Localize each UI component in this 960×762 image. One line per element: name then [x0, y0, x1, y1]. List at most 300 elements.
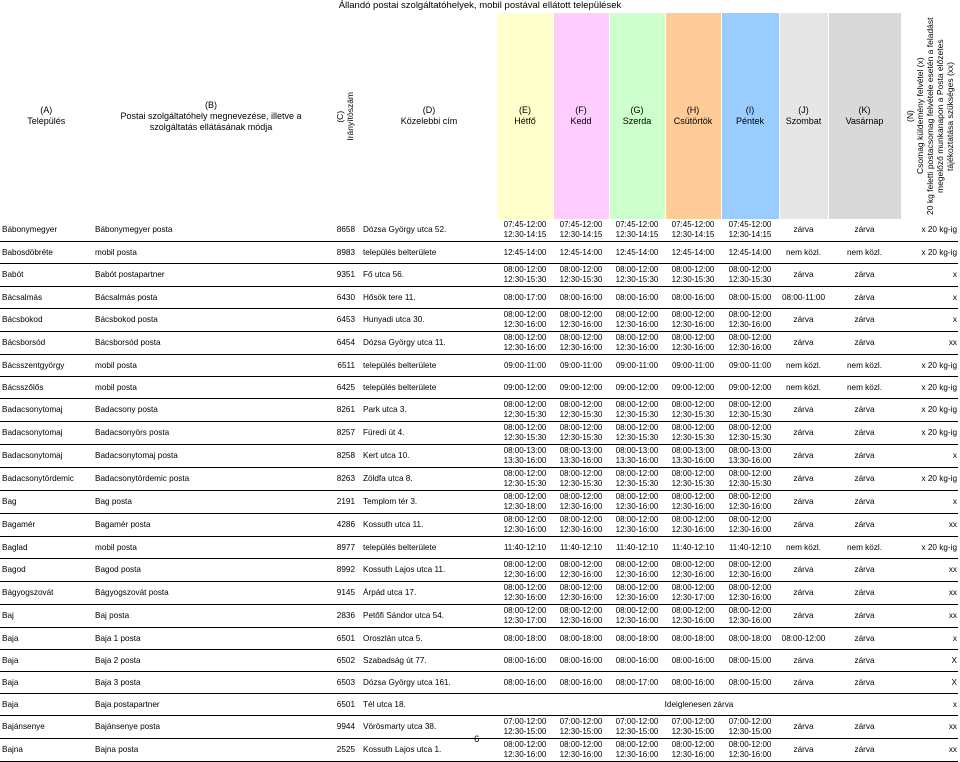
- cell-friday: [721, 377, 779, 399]
- time-range: 12:30-16:00: [728, 570, 772, 579]
- cell-wednesday: [609, 514, 665, 537]
- time-range: 09:00-12:00: [728, 382, 772, 392]
- cell-office-name: Bábonymegyer posta: [93, 219, 329, 242]
- cell-office-name: mobil posta: [93, 242, 329, 264]
- cell-friday: [721, 242, 779, 264]
- cell-monday: [497, 422, 553, 445]
- time-range: 08:00-18:00: [503, 633, 547, 643]
- cell-wednesday: [609, 422, 665, 445]
- time-range: 12:30-16:00: [671, 525, 715, 534]
- cell-tuesday: [553, 537, 609, 559]
- cell-sunday: zárva: [828, 468, 901, 491]
- time-range: 08:00-12:00: [615, 265, 659, 274]
- cell-wednesday: [609, 355, 665, 377]
- cell-thursday: [665, 559, 721, 582]
- cell-office-name: Bag posta: [93, 491, 329, 514]
- time-range: 12:30-16:00: [615, 502, 659, 511]
- cell-office-name: mobil posta: [93, 377, 329, 399]
- cell-friday: [721, 422, 779, 445]
- time-range: 08:00-12:00: [503, 333, 547, 342]
- time-range: 12:30-16:00: [503, 570, 547, 579]
- time-range: 09:00-11:00: [559, 360, 603, 370]
- time-range: 12:30-15:30: [559, 479, 603, 488]
- cell-friday: [721, 582, 779, 605]
- cell-thursday: [665, 582, 721, 605]
- cell-wednesday: [609, 716, 665, 739]
- cell-thursday: [665, 242, 721, 264]
- cell-settlement: Baja: [0, 672, 93, 694]
- time-range: 08:00-12:00: [728, 400, 772, 409]
- cell-sunday: nem közl.: [828, 377, 901, 399]
- cell-settlement: Bácsalmás: [0, 287, 93, 309]
- time-range: 08:00-12:00: [728, 469, 772, 478]
- time-range: 08:00-12:00: [503, 400, 547, 409]
- cell-monday: [497, 377, 553, 399]
- cell-office-name: Bácsbokod posta: [93, 309, 329, 332]
- cell-office-name: Bácsalmás posta: [93, 287, 329, 309]
- time-range: 08:00-12:00: [559, 492, 603, 501]
- time-range: 08:00-16:00: [503, 677, 547, 687]
- time-range: 08:00-12:00: [503, 310, 547, 319]
- cell-saturday: zárva: [779, 514, 828, 537]
- table-row: [0, 219, 958, 242]
- time-range: 12:30-15:30: [559, 433, 603, 442]
- cell-settlement: Badacsonytördemic: [0, 468, 93, 491]
- cell-postcode: 8258: [329, 445, 361, 468]
- time-range: 08:00-13:00: [559, 446, 603, 455]
- cell-postcode: 8261: [329, 399, 361, 422]
- time-range: 08:00-12:00: [559, 310, 603, 319]
- cell-friday: [721, 514, 779, 537]
- cell-postcode: 6430: [329, 287, 361, 309]
- cell-friday: [721, 332, 779, 355]
- cell-tuesday: [553, 739, 609, 762]
- cell-thursday: [665, 491, 721, 514]
- cell-friday: [721, 559, 779, 582]
- header-k: (K) Vasárnap: [828, 13, 901, 219]
- cell-monday: [497, 716, 553, 739]
- time-range: 08:00-12:00: [559, 560, 603, 569]
- cell-wednesday: [609, 445, 665, 468]
- cell-thursday: [665, 468, 721, 491]
- cell-saturday: zárva: [779, 739, 828, 762]
- cell-friday: [721, 739, 779, 762]
- header-j: (J) Szombat: [779, 13, 828, 219]
- time-range: 12:30-15:30: [559, 410, 603, 419]
- cell-address: Petőfi Sándor utca 54.: [361, 605, 497, 628]
- header-g: (G) Szerda: [609, 13, 665, 219]
- time-range: 08:00-12:00: [559, 400, 603, 409]
- time-range: 07:00-12:00: [671, 717, 715, 726]
- time-range: 12:30-15:00: [615, 727, 659, 736]
- time-range: 08:00-16:00: [671, 677, 715, 687]
- cell-parcel: x: [901, 287, 958, 309]
- time-range: 12:30-15:30: [615, 410, 659, 419]
- header-n: (N) Csomag küldemény felvétel (x) 20 kg feletti postacsomag felvétele esetén a feladást megelőző munkanapon a Posta előzetes tájékoztatása szükséges (xx): [901, 13, 958, 219]
- cell-address: Árpád utca 17.: [361, 582, 497, 605]
- time-range: 08:00-13:00: [503, 446, 547, 455]
- cell-tuesday: [553, 287, 609, 309]
- time-range: 12:30-15:00: [728, 727, 772, 736]
- cell-sunday: zárva: [828, 739, 901, 762]
- cell-sunday: nem közl.: [828, 355, 901, 377]
- time-range: 08:00-18:00: [671, 633, 715, 643]
- table-row: [0, 445, 958, 468]
- time-range: 08:00-18:00: [559, 633, 603, 643]
- cell-parcel: x: [901, 694, 958, 716]
- cell-wednesday: [609, 309, 665, 332]
- cell-saturday: zárva: [779, 559, 828, 582]
- time-range: 09:00-12:00: [503, 382, 547, 392]
- cell-monday: [497, 650, 553, 672]
- cell-monday: [497, 582, 553, 605]
- time-range: 12:30-16:00: [671, 570, 715, 579]
- cell-settlement: Bácsborsód: [0, 332, 93, 355]
- time-range: 12:30-15:30: [615, 275, 659, 284]
- time-range: 08:00-12:00: [503, 423, 547, 432]
- cell-settlement: Bag: [0, 491, 93, 514]
- cell-monday: [497, 445, 553, 468]
- cell-office-name: Babót postapartner: [93, 264, 329, 287]
- cell-wednesday: [609, 628, 665, 650]
- cell-friday: [721, 445, 779, 468]
- cell-parcel: x: [901, 309, 958, 332]
- cell-monday: [497, 559, 553, 582]
- cell-friday: [721, 672, 779, 694]
- cell-tuesday: [553, 491, 609, 514]
- time-range: 08:00-15:00: [728, 655, 772, 665]
- cell-saturday: zárva: [779, 422, 828, 445]
- cell-parcel: x 20 kg-ig: [901, 537, 958, 559]
- time-range: 08:00-12:00: [728, 333, 772, 342]
- time-range: 12:30-16:00: [615, 343, 659, 352]
- table-row: [0, 242, 958, 264]
- time-range: 12:30-16:00: [671, 320, 715, 329]
- cell-parcel: x: [901, 491, 958, 514]
- time-range: 08:00-12:00: [728, 310, 772, 319]
- table-row: [0, 264, 958, 287]
- cell-saturday: zárva: [779, 468, 828, 491]
- header-row: [0, 13, 958, 219]
- cell-parcel: x 20 kg-ig: [901, 468, 958, 491]
- cell-wednesday: [609, 650, 665, 672]
- cell-wednesday: [609, 399, 665, 422]
- time-range: 08:00-12:00: [615, 740, 659, 749]
- time-range: 08:00-12:00: [728, 606, 772, 615]
- cell-office-name: Baja postapartner: [93, 694, 329, 716]
- time-range: 08:00-12:00: [503, 515, 547, 524]
- time-range: 12:30-16:00: [615, 593, 659, 602]
- cell-tuesday: [553, 242, 609, 264]
- table-row: [0, 399, 958, 422]
- header-h: (H) Csütörtök: [665, 13, 721, 219]
- time-range: 08:00-12:00: [559, 469, 603, 478]
- time-range: 08:00-12:00: [615, 469, 659, 478]
- cell-friday: [721, 491, 779, 514]
- cell-tuesday: [553, 399, 609, 422]
- time-range: 11:40-12:10: [559, 542, 603, 552]
- table-row: [0, 514, 958, 537]
- table-body: [0, 219, 958, 762]
- cell-monday: [497, 628, 553, 650]
- cell-tuesday: [553, 559, 609, 582]
- cell-address: Dózsa György utca 161.: [361, 672, 497, 694]
- cell-parcel: x 20 kg-ig: [901, 422, 958, 445]
- cell-wednesday: [609, 605, 665, 628]
- cell-office-name: Baja 2 posta: [93, 650, 329, 672]
- cell-wednesday: [609, 672, 665, 694]
- cell-address: Oroszlán utca 5.: [361, 628, 497, 650]
- time-range: 12:30-16:00: [615, 320, 659, 329]
- cell-friday: [721, 628, 779, 650]
- cell-parcel: xx: [901, 514, 958, 537]
- cell-tuesday: [553, 422, 609, 445]
- cell-wednesday: [609, 264, 665, 287]
- time-range: 09:00-12:00: [559, 382, 603, 392]
- time-range: 12:30-14:15: [671, 230, 715, 239]
- cell-address: Park utca 3.: [361, 399, 497, 422]
- cell-sunday: nem közl.: [828, 242, 901, 264]
- header-a: (A) Település: [0, 13, 93, 219]
- time-range: 08:00-16:00: [671, 655, 715, 665]
- cell-tuesday: [553, 468, 609, 491]
- cell-tuesday: [553, 628, 609, 650]
- time-range: 08:00-12:00: [671, 583, 715, 592]
- header-d: (D) Közelebbi cím: [361, 13, 497, 219]
- cell-saturday: zárva: [779, 445, 828, 468]
- cell-friday: [721, 219, 779, 242]
- cell-address: település belterülete: [361, 242, 497, 264]
- cell-office-name: Bajna posta: [93, 739, 329, 762]
- cell-wednesday: [609, 242, 665, 264]
- cell-tuesday: [553, 514, 609, 537]
- time-range: 12:30-16:00: [615, 616, 659, 625]
- cell-saturday: zárva: [779, 219, 828, 242]
- cell-office-name: mobil posta: [93, 537, 329, 559]
- time-range: 11:40-12:10: [615, 542, 659, 552]
- cell-parcel: x 20 kg-ig: [901, 377, 958, 399]
- time-range: 08:00-12:00: [728, 492, 772, 501]
- time-range: 12:30-16:00: [615, 750, 659, 759]
- time-range: 12:30-14:15: [615, 230, 659, 239]
- cell-wednesday: [609, 559, 665, 582]
- cell-parcel: xx: [901, 332, 958, 355]
- cell-friday: [721, 355, 779, 377]
- cell-tuesday: [553, 219, 609, 242]
- cell-friday: [721, 287, 779, 309]
- cell-sunday: zárva: [828, 716, 901, 739]
- time-range: 09:00-11:00: [503, 360, 547, 370]
- cell-parcel: x 20 kg-ig: [901, 355, 958, 377]
- cell-monday: [497, 309, 553, 332]
- cell-settlement: Bagamér: [0, 514, 93, 537]
- cell-address: Templom tér 3.: [361, 491, 497, 514]
- time-range: 12:30-15:00: [671, 727, 715, 736]
- cell-monday: [497, 537, 553, 559]
- cell-saturday: 08:00-12:00: [779, 628, 828, 650]
- cell-settlement: Baja: [0, 628, 93, 650]
- cell-postcode: 2836: [329, 605, 361, 628]
- time-range: 08:00-12:00: [728, 515, 772, 524]
- table-row: [0, 491, 958, 514]
- cell-address: Hősök tere 11.: [361, 287, 497, 309]
- cell-sunday: zárva: [828, 582, 901, 605]
- cell-sunday: zárva: [828, 514, 901, 537]
- cell-settlement: Badacsonytomaj: [0, 445, 93, 468]
- cell-thursday: [665, 739, 721, 762]
- cell-parcel: xx: [901, 559, 958, 582]
- table-row: [0, 694, 958, 716]
- cell-address: település belterülete: [361, 377, 497, 399]
- cell-thursday: [665, 672, 721, 694]
- cell-address: Füredi út 4.: [361, 422, 497, 445]
- table-row: [0, 672, 958, 694]
- time-range: 08:00-13:00: [728, 446, 772, 455]
- time-range: 12:30-15:30: [728, 275, 772, 284]
- time-range: 07:45-12:00: [728, 220, 772, 229]
- time-range: 13:30-16:00: [559, 456, 603, 465]
- cell-settlement: Babosdöbréte: [0, 242, 93, 264]
- time-range: 07:00-12:00: [615, 717, 659, 726]
- cell-address: település belterülete: [361, 355, 497, 377]
- time-range: 07:45-12:00: [615, 220, 659, 229]
- cell-monday: [497, 739, 553, 762]
- time-range: 12:30-14:15: [559, 230, 603, 239]
- cell-settlement: Babót: [0, 264, 93, 287]
- time-range: 08:00-12:00: [559, 515, 603, 524]
- time-range: 07:45-12:00: [503, 220, 547, 229]
- cell-thursday: [665, 287, 721, 309]
- cell-saturday: zárva: [779, 672, 828, 694]
- cell-settlement: Baglad: [0, 537, 93, 559]
- time-range: 12:45-14:00: [671, 247, 715, 257]
- cell-address: Dózsa György utca 11.: [361, 332, 497, 355]
- cell-address: település belterülete: [361, 537, 497, 559]
- time-range: 08:00-17:00: [615, 677, 659, 687]
- time-range: 12:30-14:15: [728, 230, 772, 239]
- cell-sunday: zárva: [828, 287, 901, 309]
- time-range: 12:30-16:00: [503, 320, 547, 329]
- cell-sunday: zárva: [828, 650, 901, 672]
- table-row: [0, 422, 958, 445]
- cell-sunday: zárva: [828, 332, 901, 355]
- cell-monday: [497, 287, 553, 309]
- time-range: 08:00-15:00: [728, 677, 772, 687]
- cell-settlement: Bácsszőlős: [0, 377, 93, 399]
- cell-address: Szabadság út 77.: [361, 650, 497, 672]
- table-row: [0, 355, 958, 377]
- time-range: 12:30-15:30: [671, 275, 715, 284]
- time-range: 12:30-15:00: [559, 727, 603, 736]
- cell-tuesday: [553, 332, 609, 355]
- time-range: 12:30-17:00: [503, 616, 547, 625]
- cell-parcel: X: [901, 672, 958, 694]
- time-range: 12:30-16:00: [671, 616, 715, 625]
- page-number: 6: [474, 734, 480, 745]
- time-range: 08:00-12:00: [559, 740, 603, 749]
- cell-tuesday: [553, 309, 609, 332]
- time-range: 08:00-12:00: [503, 740, 547, 749]
- cell-office-name: Bagod posta: [93, 559, 329, 582]
- time-range: 08:00-12:00: [615, 423, 659, 432]
- cell-office-name: mobil posta: [93, 355, 329, 377]
- cell-monday: [497, 242, 553, 264]
- time-range: 13:30-16:00: [728, 456, 772, 465]
- time-range: 08:00-17:00: [503, 292, 547, 302]
- cell-settlement: Bábonymegyer: [0, 219, 93, 242]
- cell-thursday: [665, 716, 721, 739]
- cell-tuesday: [553, 582, 609, 605]
- time-range: 08:00-12:00: [615, 583, 659, 592]
- cell-thursday: [665, 309, 721, 332]
- time-range: 12:30-15:00: [503, 727, 547, 736]
- cell-postcode: 4286: [329, 514, 361, 537]
- cell-friday: [721, 399, 779, 422]
- time-range: 12:30-16:00: [615, 570, 659, 579]
- time-range: 08:00-13:00: [671, 446, 715, 455]
- time-range: 08:00-12:00: [671, 740, 715, 749]
- cell-thursday: [665, 355, 721, 377]
- cell-saturday: zárva: [779, 309, 828, 332]
- cell-sunday: zárva: [828, 559, 901, 582]
- time-range: 08:00-12:00: [503, 606, 547, 615]
- table-row: [0, 332, 958, 355]
- time-range: 09:00-11:00: [671, 360, 715, 370]
- time-range: 12:30-16:00: [728, 502, 772, 511]
- cell-address: Kossuth Lajos utca 1.: [361, 739, 497, 762]
- time-range: 12:30-16:00: [728, 750, 772, 759]
- cell-thursday: [665, 537, 721, 559]
- time-range: 07:00-12:00: [503, 717, 547, 726]
- cell-postcode: 6502: [329, 650, 361, 672]
- time-range: 12:30-16:00: [671, 750, 715, 759]
- cell-wednesday: [609, 582, 665, 605]
- time-range: 08:00-16:00: [559, 655, 603, 665]
- cell-settlement: Baja: [0, 694, 93, 716]
- cell-parcel: x: [901, 628, 958, 650]
- cell-office-name: Badacsonytördemic posta: [93, 468, 329, 491]
- cell-tuesday: [553, 605, 609, 628]
- time-range: 09:00-12:00: [671, 382, 715, 392]
- time-range: 12:30-16:00: [559, 502, 603, 511]
- time-range: 07:00-12:00: [559, 717, 603, 726]
- cell-office-name: Badacsonytomaj posta: [93, 445, 329, 468]
- time-range: 12:30-16:00: [559, 343, 603, 352]
- cell-thursday: [665, 445, 721, 468]
- time-range: 08:00-12:00: [728, 265, 772, 274]
- cell-address: Dózsa György utca 52.: [361, 219, 497, 242]
- time-range: 12:30-16:00: [503, 525, 547, 534]
- time-range: 08:00-12:00: [503, 492, 547, 501]
- time-range: 08:00-12:00: [615, 515, 659, 524]
- time-range: 08:00-16:00: [503, 655, 547, 665]
- time-range: 07:45-12:00: [559, 220, 603, 229]
- cell-address: Kossuth utca 11.: [361, 514, 497, 537]
- cell-settlement: Bagod: [0, 559, 93, 582]
- cell-thursday: [665, 650, 721, 672]
- cell-postcode: 2525: [329, 739, 361, 762]
- cell-parcel: x 20 kg-ig: [901, 399, 958, 422]
- time-range: 13:30-16:00: [615, 456, 659, 465]
- cell-settlement: Badacsonytomaj: [0, 422, 93, 445]
- time-range: 09:00-11:00: [615, 360, 659, 370]
- cell-settlement: Bajna: [0, 739, 93, 762]
- cell-friday: [721, 605, 779, 628]
- table-row: [0, 468, 958, 491]
- cell-tuesday: [553, 264, 609, 287]
- cell-sunday: zárva: [828, 219, 901, 242]
- cell-wednesday: [609, 739, 665, 762]
